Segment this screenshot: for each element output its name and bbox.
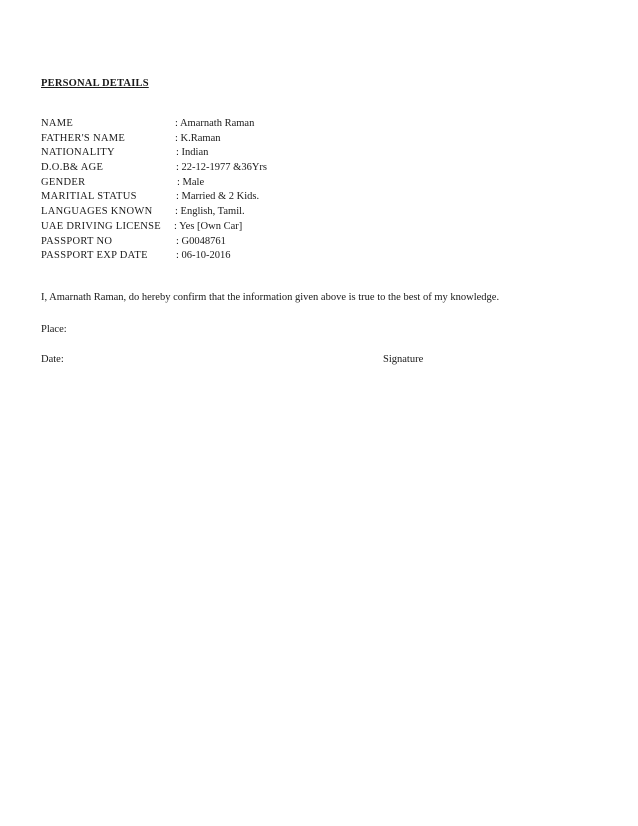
- detail-value: : 06-10-2016: [176, 250, 231, 262]
- signature-label: Signature: [383, 354, 424, 365]
- detail-label: GENDER: [41, 176, 86, 188]
- detail-value: : G0048761: [176, 235, 226, 247]
- detail-value: : English, Tamil.: [175, 206, 245, 218]
- detail-label: FATHER'S NAME: [41, 132, 126, 144]
- detail-value: : Married & 2 Kids.: [176, 191, 260, 203]
- detail-value: : K.Raman: [175, 132, 221, 144]
- detail-value: : 22-12-1977 &36Yrs: [176, 162, 267, 174]
- personal-details-list: [41, 117, 441, 264]
- detail-row-passport-no: [41, 235, 441, 250]
- detail-label: PASSPORT EXP DATE: [41, 250, 148, 262]
- detail-row-name: [41, 117, 441, 132]
- place-label: Place:: [41, 324, 67, 335]
- detail-label: UAE DRIVING LICENSE: [41, 220, 162, 232]
- detail-row-dob-age: [41, 161, 441, 176]
- detail-value: : Amarnath Raman: [175, 118, 255, 129]
- detail-value: : Male: [177, 176, 205, 188]
- detail-value: : Yes [Own Car]: [174, 220, 243, 232]
- detail-label: NAME: [41, 118, 74, 129]
- detail-row-marital-status: [41, 190, 441, 205]
- detail-label: LANGUAGES KNOWN: [41, 206, 153, 218]
- detail-label: PASSPORT NO: [41, 235, 113, 247]
- detail-row-driving-license: [41, 220, 441, 235]
- detail-row-passport-exp: [41, 249, 441, 264]
- detail-value: : Indian: [176, 147, 209, 159]
- detail-label: NATIONALITY: [41, 147, 115, 159]
- detail-row-fathers-name: [41, 132, 441, 147]
- detail-label: D.O.B& AGE: [41, 162, 104, 174]
- declaration-text: I, Amarnath Raman, do hereby confirm that the information given above is true to the best of my knowledge.: [41, 292, 500, 303]
- detail-label: MARITIAL STATUS: [41, 191, 137, 203]
- date-label: Date:: [41, 354, 64, 365]
- detail-row-gender: [41, 176, 441, 191]
- detail-row-languages: [41, 205, 441, 220]
- section-heading: PERSONAL DETAILS: [41, 78, 149, 89]
- detail-row-nationality: [41, 146, 441, 161]
